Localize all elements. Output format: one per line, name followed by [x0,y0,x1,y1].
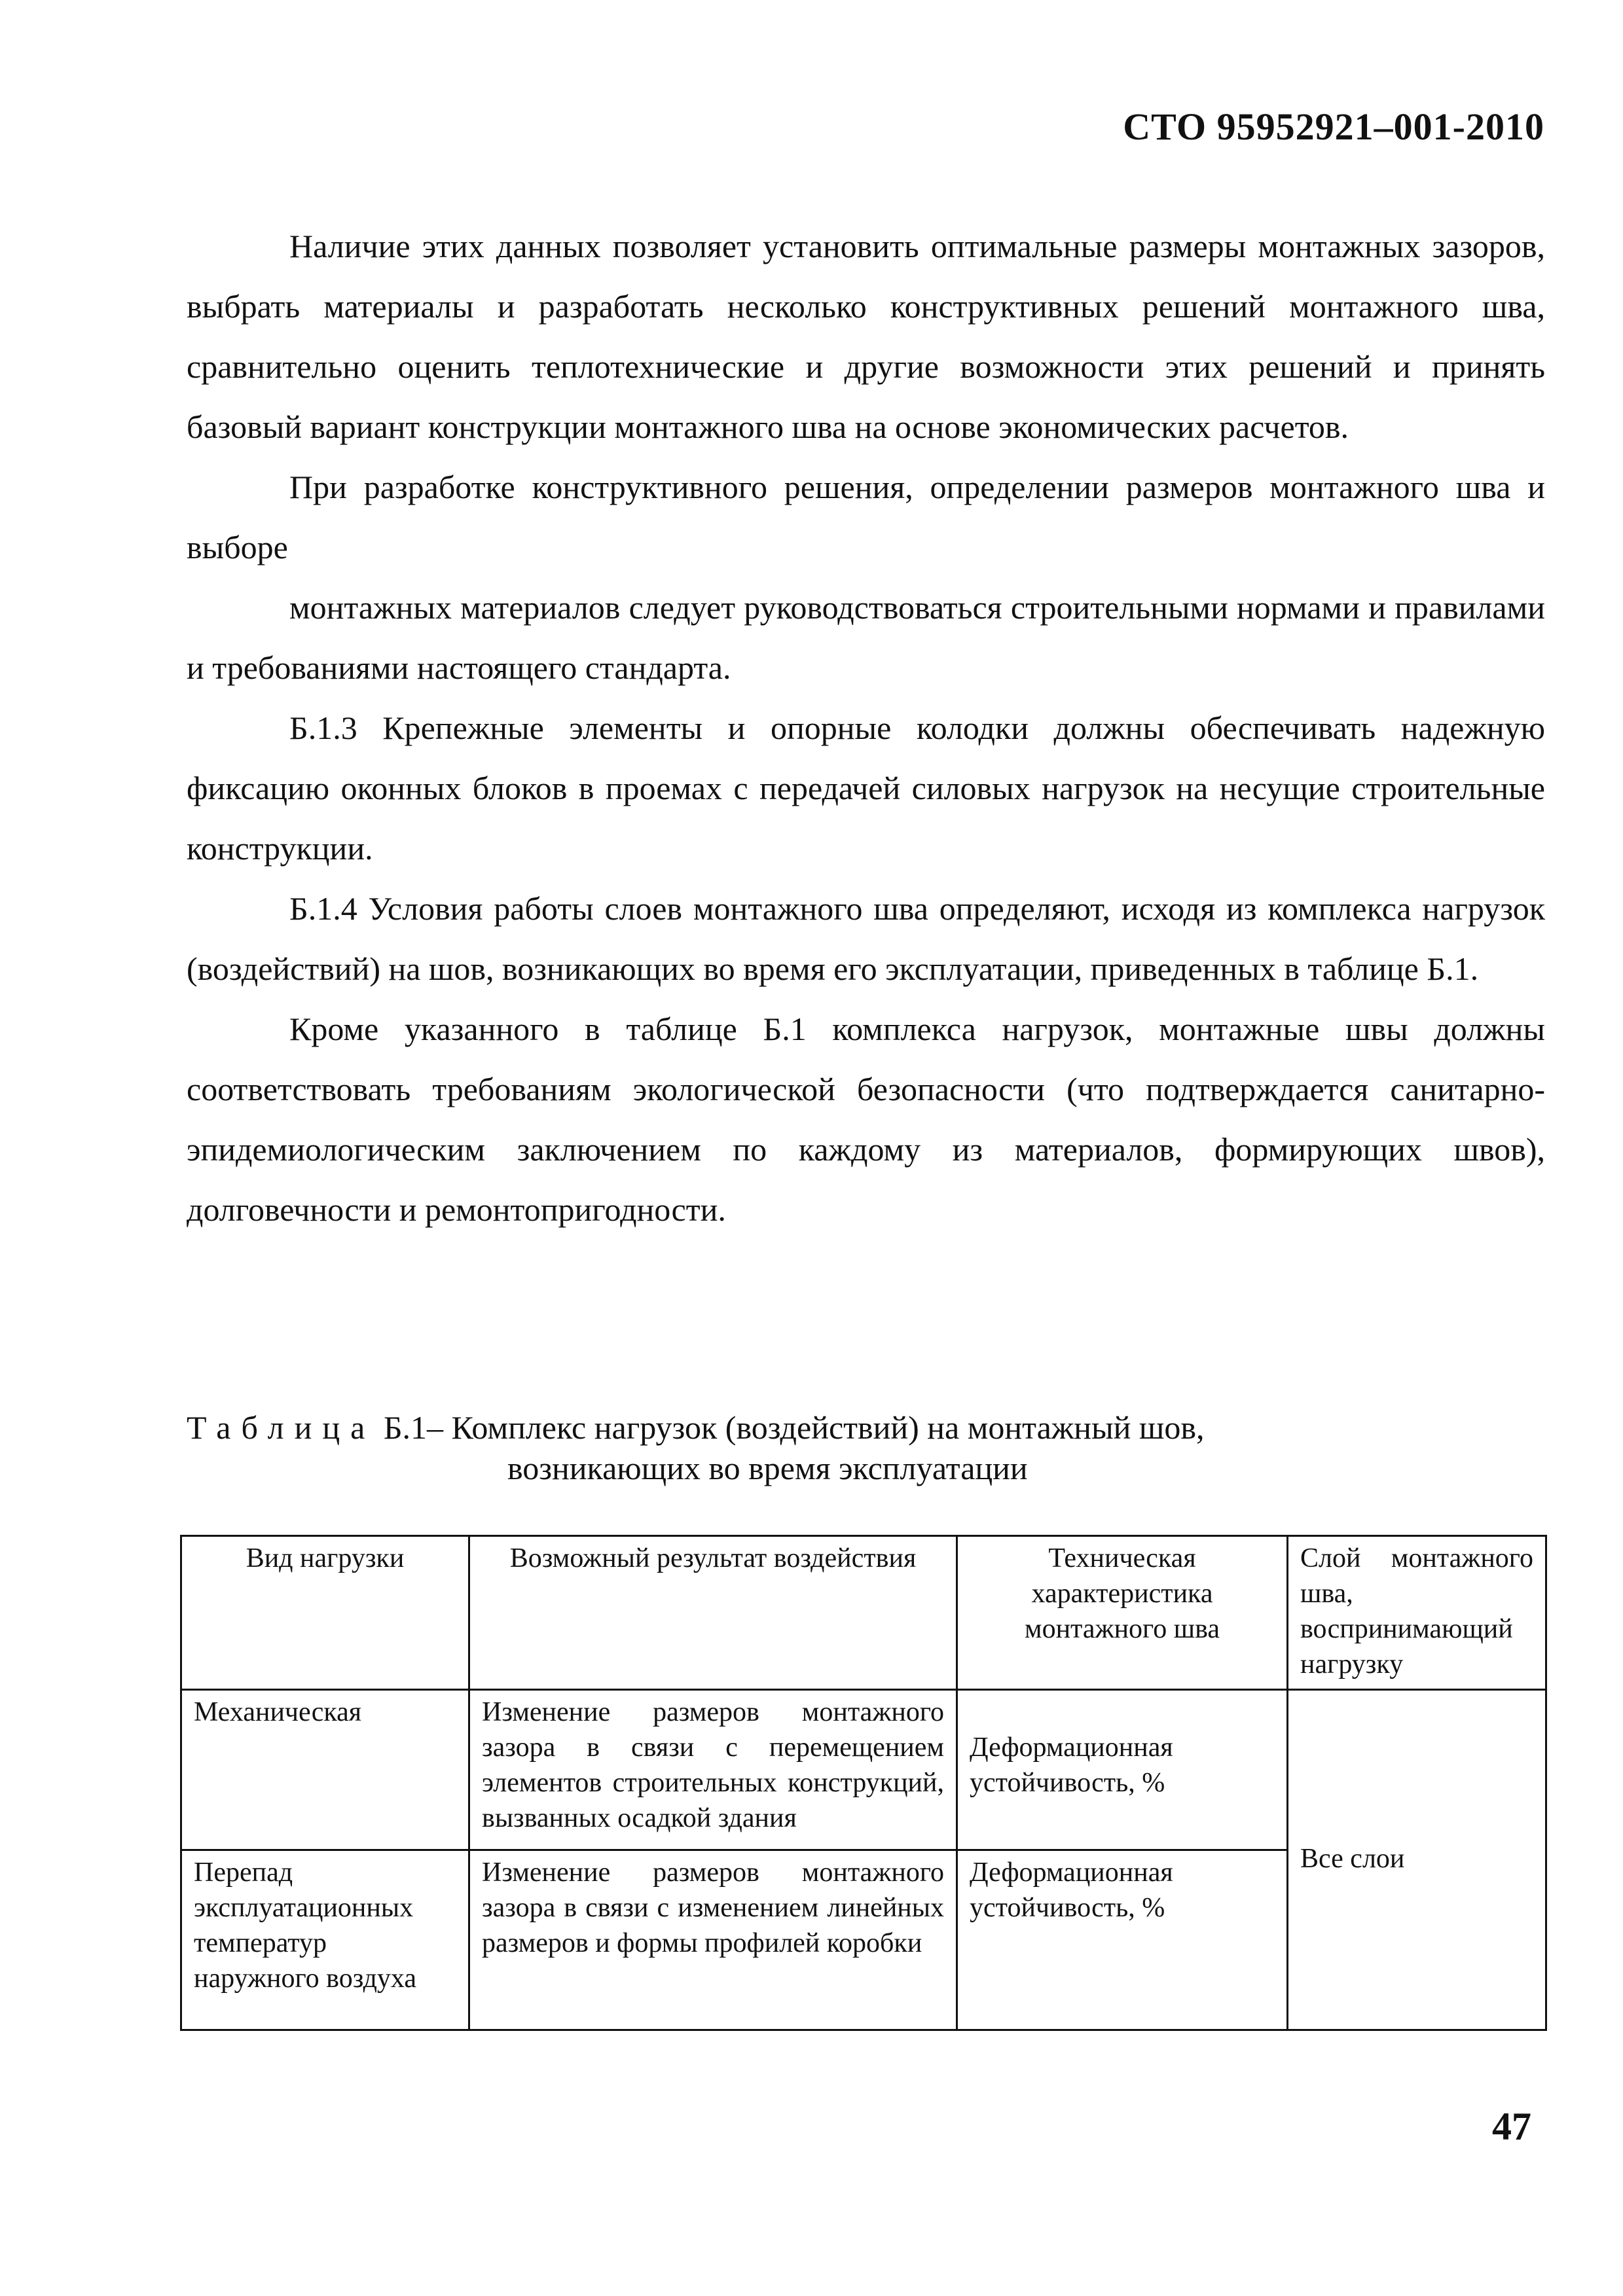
column-header-load-type: Вид нагрузки [181,1536,469,1690]
paragraph-clause-b14: Б.1.4 Условия работы слоев монтажного шва определяют, исходя из комплекса нагрузок (воздействий) на шов, возникающих во время его эксплуатации, приведенных в таблице Б.1. [187,890,1545,987]
column-header-layer: Слой монтажного шва, воспринимающий нагрузку [1288,1536,1546,1690]
cell-result: Изменение размеров монтажного зазора в связи с изменением линейных размеров и формы профилей коробки [469,1850,957,2030]
table-caption-label: Таблица [187,1409,376,1446]
body-text [187,216,1545,1240]
paragraph-clause-b13: Б.1.3 Крепежные элементы и опорные колодки должны обеспечивать надежную фиксацию оконных блоков в проемах с передачей силовых нагрузок на несущие строительные конструкции. [187,709,1545,867]
cell-layer-shared: Все слои [1288,1690,1546,2030]
table-caption-title-line2: возникающих во время эксплуатации [507,1450,1028,1486]
cell-load-type: Перепад эксплуатационных температур наружного воздуха [181,1850,469,2030]
paragraph: монтажных материалов следует руководствоваться строительными нормами и правилами и требованиями настоящего стандарта. [187,589,1545,686]
document-code-header: СТО 95952921–001-2010 [1123,105,1544,148]
table-caption [187,1407,1496,1488]
loads-table [180,1535,1547,2031]
paragraph: При разработке конструктивного решения, определении размеров монтажного шва и выборе [187,469,1545,565]
table-header-row [181,1536,1546,1690]
cell-result: Изменение размеров монтажного зазора в связи с перемещением элементов строительных конструкций, вызванных осадкой здания [469,1690,957,1850]
paragraph: Наличие этих данных позволяет установить оптимальные размеры монтажных зазоров, выбрать материалы и разработать несколько конструктивных решений монтажного шва, сравнительно оценить теплотехнические и другие возможности этих решений и принять базовый вариант конструкции монтажного шва на основе экономических расчетов. [187,228,1545,445]
table-row [181,1690,1546,1850]
cell-characteristic: Деформационная устойчивость, % [957,1850,1288,2030]
paragraph: Кроме указанного в таблице Б.1 комплекса нагрузок, монтажные швы должны соответствовать требованиям экологической безопасности (что подтверждается санитарно-эпидемиологическим заключением по каждому из материалов, формирующих швов), долговечности и ремонтопригодности. [187,1011,1545,1228]
column-header-result: Возможный результат воздействия [469,1536,957,1690]
cell-load-type: Механическая [181,1690,469,1850]
page-number: 47 [1492,2105,1531,2148]
table-caption-title: Б.1– Комплекс нагрузок (воздействий) на монтажный шов, [375,1409,1205,1446]
cell-characteristic: Деформационная устойчивость, % [957,1690,1288,1850]
column-header-characteristic: Техническая характеристика монтажного шва [957,1536,1288,1690]
